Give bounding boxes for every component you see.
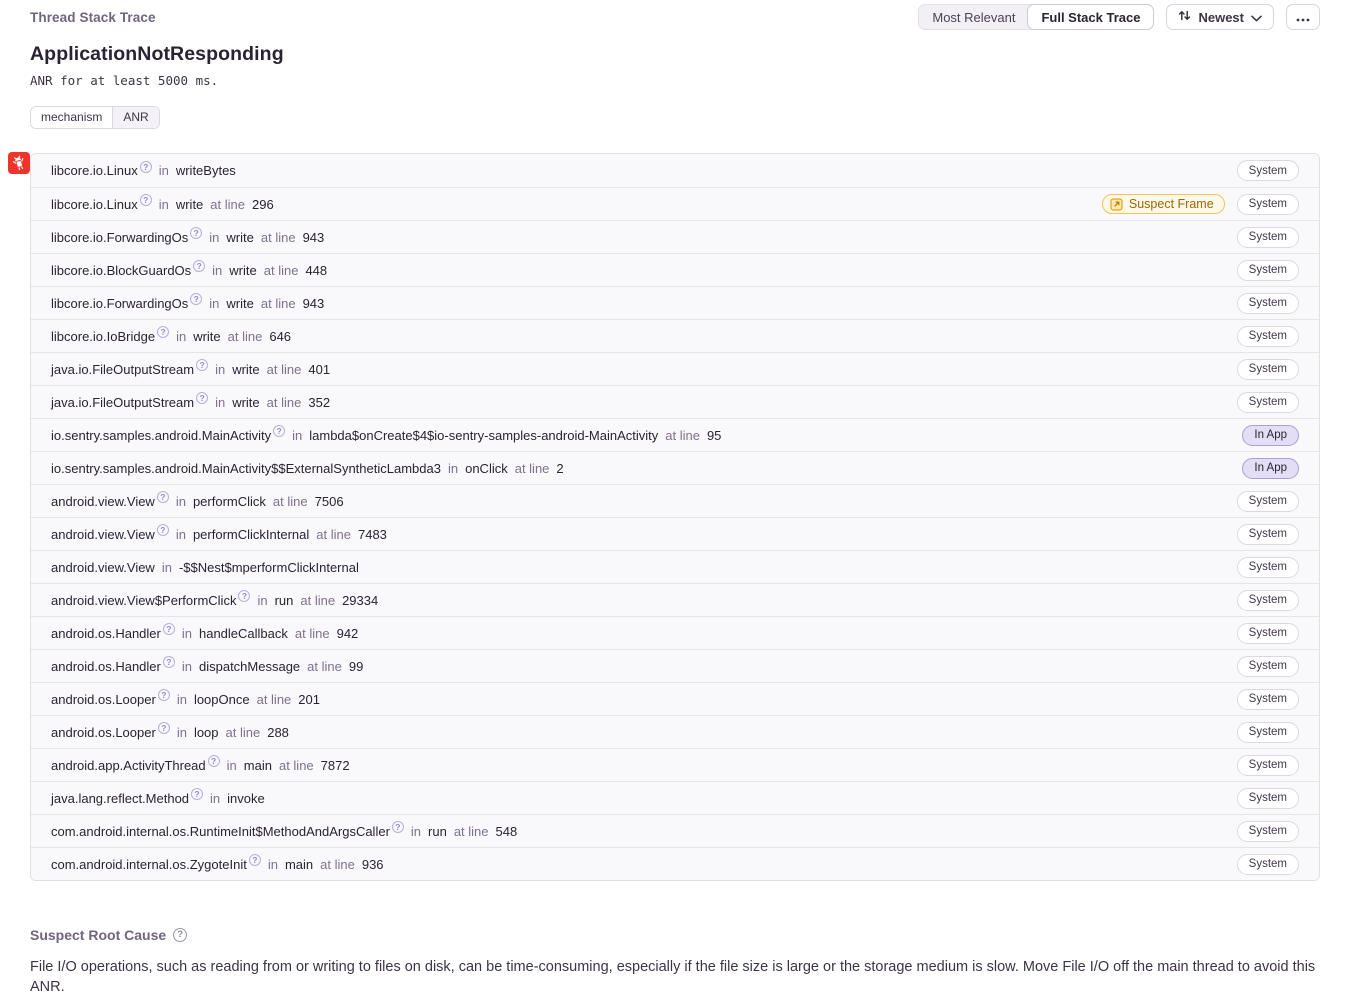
- frame-module: libcore.io.Linux: [51, 196, 138, 212]
- frame-help-icon[interactable]: ?: [238, 590, 250, 602]
- tag-value: ANR: [113, 107, 158, 128]
- frame-help-icon[interactable]: ?: [157, 326, 169, 338]
- frame-module: libcore.io.BlockGuardOs: [51, 262, 192, 278]
- frame-function: write: [226, 295, 254, 311]
- frame-badge: System: [1237, 359, 1299, 380]
- external-link-icon: [1110, 198, 1123, 211]
- frame-line-number: 401: [308, 361, 331, 377]
- in-keyword: in: [209, 295, 220, 311]
- frame-badge: System: [1237, 722, 1299, 743]
- frame-line-number: 646: [269, 328, 292, 344]
- toggle-full-stack-trace[interactable]: Full Stack Trace: [1027, 4, 1154, 30]
- in-keyword: in: [210, 790, 221, 806]
- suspect-root-cause-title: Suspect Root Cause: [30, 927, 167, 943]
- at-line-keyword: at line: [225, 724, 261, 740]
- at-line-keyword: at line: [256, 691, 292, 707]
- tag-mechanism[interactable]: [30, 106, 160, 129]
- frame-info: [51, 428, 721, 443]
- frame-badge: System: [1237, 491, 1299, 512]
- stack-frame-row[interactable]: [31, 814, 1319, 847]
- frame-help-icon[interactable]: ?: [158, 722, 170, 734]
- frame-meta: [1237, 557, 1299, 578]
- frame-meta: [1237, 227, 1299, 248]
- frame-badge: System: [1237, 260, 1299, 281]
- tag-list: [30, 106, 1320, 129]
- frame-info: [51, 362, 330, 377]
- frame-module: android.os.Looper: [51, 691, 156, 707]
- frame-badge: System: [1237, 623, 1299, 644]
- frame-help-icon[interactable]: ?: [163, 656, 175, 668]
- at-line-keyword: at line: [307, 658, 342, 674]
- stack-frame-row[interactable]: [31, 187, 1319, 220]
- at-line-keyword: at line: [665, 427, 700, 443]
- frame-line-number: 7872: [320, 757, 350, 773]
- frame-badge: System: [1237, 755, 1299, 776]
- view-toggle: [918, 4, 1154, 30]
- frame-module: io.sentry.samples.android.MainActivity: [51, 427, 272, 443]
- frame-meta: [1242, 458, 1299, 479]
- stack-frame-row[interactable]: [31, 715, 1319, 748]
- in-keyword: in: [176, 328, 187, 344]
- issue-title: ApplicationNotResponding: [30, 43, 284, 65]
- stack-frame-row[interactable]: [31, 517, 1319, 550]
- frame-info: [51, 163, 236, 178]
- frame-line-number: 7483: [357, 526, 387, 542]
- frame-info: [51, 197, 274, 212]
- frame-info: [51, 791, 265, 806]
- at-line-keyword: at line: [210, 196, 245, 212]
- frame-badge: System: [1237, 160, 1299, 181]
- suspect-root-cause-section: [30, 927, 1320, 997]
- sort-label: Newest: [1198, 9, 1244, 25]
- frame-meta: [1237, 491, 1299, 512]
- frame-help-icon[interactable]: ?: [273, 425, 285, 437]
- frame-help-icon[interactable]: ?: [157, 491, 169, 503]
- frame-info: [51, 329, 291, 344]
- stack-frame-row[interactable]: [31, 220, 1319, 253]
- frame-line-number: 2: [556, 460, 564, 476]
- frame-info: [51, 296, 324, 311]
- frame-badge: System: [1237, 854, 1299, 875]
- stack-frame-row[interactable]: [31, 154, 1319, 187]
- in-keyword: in: [181, 658, 192, 674]
- header-controls: [918, 4, 1320, 30]
- frame-line-number: 29334: [342, 592, 379, 608]
- frame-meta: [1102, 194, 1299, 215]
- frame-meta: [1237, 854, 1299, 875]
- frame-function: main: [284, 856, 314, 872]
- in-keyword: in: [176, 691, 187, 707]
- frame-info: [51, 461, 564, 476]
- frame-line-number: 95: [706, 427, 722, 443]
- frame-module: java.io.FileOutputStream: [51, 394, 195, 410]
- in-keyword: in: [158, 163, 169, 178]
- frame-info: [51, 692, 320, 707]
- in-keyword: in: [209, 229, 220, 245]
- at-line-keyword: at line: [227, 328, 263, 344]
- frame-module: android.view.View$PerformClick: [51, 592, 237, 608]
- frame-info: [51, 263, 327, 278]
- suspect-root-cause-body: File I/O operations, such as reading from or writing to files on disk, can be time-consuming, especially if the file size is large or the storage medium is slow. Move File I/O off the main thread to avoid this ANR.: [30, 959, 1316, 995]
- frame-line-number: 352: [308, 394, 331, 410]
- frame-meta: [1237, 788, 1299, 809]
- frame-meta: [1237, 326, 1299, 347]
- frame-meta: [1237, 821, 1299, 842]
- help-icon[interactable]: ?: [173, 928, 187, 942]
- more-options-button[interactable]: [1286, 4, 1320, 30]
- stack-frame-row[interactable]: [31, 682, 1319, 715]
- frame-function: write: [193, 328, 221, 344]
- frame-badge: System: [1237, 326, 1299, 347]
- frame-info: [51, 395, 330, 410]
- at-line-keyword: at line: [260, 295, 296, 311]
- frame-meta: [1242, 425, 1299, 446]
- frame-badge: System: [1237, 656, 1299, 677]
- at-line-keyword: at line: [294, 625, 330, 641]
- in-keyword: in: [257, 592, 268, 608]
- frame-help-icon[interactable]: ?: [208, 755, 220, 767]
- anr-platform-icon: [8, 152, 30, 174]
- stack-frame-row[interactable]: [31, 550, 1319, 583]
- frame-line-number: 448: [305, 262, 328, 278]
- suspect-frame-pill[interactable]: [1102, 194, 1225, 214]
- frame-line-number: 942: [336, 625, 359, 641]
- in-keyword: in: [292, 427, 303, 443]
- stack-frame-row[interactable]: [31, 847, 1319, 880]
- frame-line-number: 943: [302, 229, 325, 245]
- frame-badge: System: [1237, 689, 1299, 710]
- frame-line-number: 943: [302, 295, 325, 311]
- in-keyword: in: [215, 394, 226, 410]
- stack-frame-row[interactable]: [31, 583, 1319, 616]
- frame-help-icon[interactable]: ?: [163, 623, 175, 635]
- at-line-keyword: at line: [260, 229, 296, 245]
- frame-help-icon[interactable]: ?: [140, 194, 152, 206]
- stack-frame-row[interactable]: [31, 484, 1319, 517]
- frame-function: write: [226, 229, 254, 245]
- frame-help-icon[interactable]: ?: [196, 392, 208, 404]
- stack-frame-row[interactable]: [31, 253, 1319, 286]
- at-line-keyword: at line: [266, 394, 302, 410]
- frame-info: [51, 626, 358, 641]
- frame-function: onClick: [465, 460, 508, 476]
- frame-meta: [1237, 689, 1299, 710]
- stack-frame-row[interactable]: [31, 649, 1319, 682]
- stack-frame-row[interactable]: [31, 451, 1319, 484]
- stack-frame-row[interactable]: [31, 352, 1319, 385]
- frame-function: dispatchMessage: [198, 658, 301, 674]
- frame-line-number: 296: [252, 196, 274, 212]
- frame-meta: [1237, 359, 1299, 380]
- at-line-keyword: at line: [316, 526, 351, 542]
- frame-info: [51, 758, 350, 773]
- stack-frame-row[interactable]: [31, 286, 1319, 319]
- frame-badge: System: [1237, 788, 1299, 809]
- toggle-most-relevant[interactable]: Most Relevant: [919, 5, 1028, 29]
- frame-module: libcore.io.Linux: [51, 163, 138, 178]
- frame-meta: [1237, 590, 1299, 611]
- frame-help-icon[interactable]: ?: [190, 227, 202, 239]
- stack-frame-row[interactable]: [31, 319, 1319, 352]
- frame-meta: [1237, 293, 1299, 314]
- frame-help-icon[interactable]: ?: [193, 260, 205, 272]
- frame-module: java.io.FileOutputStream: [51, 361, 195, 377]
- frame-badge: System: [1237, 524, 1299, 545]
- frame-info: [51, 494, 344, 509]
- frame-badge: System: [1237, 557, 1299, 578]
- at-line-keyword: at line: [272, 493, 308, 509]
- frame-line-number: 201: [298, 691, 320, 707]
- frame-badge: System: [1237, 194, 1299, 215]
- frame-info: [51, 593, 378, 608]
- ellipsis-icon: [1296, 10, 1310, 25]
- frame-function: write: [232, 361, 260, 377]
- frame-info: [51, 857, 384, 872]
- in-keyword: in: [215, 361, 226, 377]
- frame-meta: [1237, 623, 1299, 644]
- stack-trace-container: [30, 153, 1320, 881]
- frame-meta: [1237, 722, 1299, 743]
- frame-function: writeBytes: [175, 163, 236, 178]
- in-keyword: in: [447, 460, 459, 476]
- frame-help-icon[interactable]: ?: [140, 161, 152, 173]
- header-bar: [30, 4, 1320, 30]
- frame-module: android.os.Handler: [51, 625, 161, 641]
- in-keyword: in: [267, 856, 278, 872]
- frame-badge: System: [1237, 293, 1299, 314]
- stack-trace-table: [30, 153, 1320, 881]
- frame-module: libcore.io.IoBridge: [51, 328, 156, 344]
- frame-help-icon[interactable]: ?: [158, 689, 170, 701]
- frame-module: android.view.View: [51, 526, 155, 542]
- frame-module: libcore.io.ForwardingOs: [51, 229, 189, 245]
- frame-info: [51, 527, 387, 542]
- frame-help-icon[interactable]: ?: [392, 821, 404, 833]
- frame-function: write: [175, 196, 204, 212]
- stack-frame-row[interactable]: [31, 748, 1319, 781]
- frame-help-icon[interactable]: ?: [190, 293, 202, 305]
- frame-info: [51, 659, 363, 674]
- frame-function: loop: [193, 724, 219, 740]
- sort-button[interactable]: [1166, 4, 1274, 30]
- frame-function: loopOnce: [193, 691, 250, 707]
- frame-info: [51, 725, 289, 740]
- at-line-keyword: at line: [278, 757, 314, 773]
- frame-module: java.lang.reflect.Method: [51, 790, 190, 806]
- frame-help-icon[interactable]: ?: [191, 788, 203, 800]
- frame-meta: [1237, 160, 1299, 181]
- in-keyword: in: [158, 196, 169, 212]
- at-line-keyword: at line: [453, 823, 489, 839]
- frame-help-icon[interactable]: ?: [157, 524, 169, 536]
- frame-badge: System: [1237, 227, 1299, 248]
- frame-info: [51, 824, 517, 839]
- frame-function: performClick: [192, 493, 266, 509]
- frame-module: com.android.internal.os.RuntimeInit$MethodAndArgsCaller: [51, 823, 390, 839]
- frame-function: run: [274, 592, 294, 608]
- frame-badge: In App: [1242, 425, 1299, 446]
- frame-function: invoke: [227, 790, 265, 806]
- frame-module: android.view.View: [51, 559, 155, 575]
- frame-function: main: [243, 757, 272, 773]
- frame-meta: [1237, 524, 1299, 545]
- in-keyword: in: [212, 262, 223, 278]
- in-keyword: in: [175, 493, 186, 509]
- frame-badge: In App: [1242, 458, 1299, 479]
- frame-module: io.sentry.samples.android.MainActivity$$ExternalSyntheticLambda3: [51, 460, 441, 476]
- frame-meta: [1237, 656, 1299, 677]
- frame-module: android.app.ActivityThread: [51, 757, 206, 773]
- frame-help-icon[interactable]: ?: [196, 359, 208, 371]
- at-line-keyword: at line: [514, 460, 550, 476]
- frame-badge: System: [1237, 392, 1299, 413]
- in-keyword: in: [175, 526, 186, 542]
- frame-function: lambda$onCreate$4$io-sentry-samples-android-MainActivity: [309, 427, 659, 443]
- frame-line-number: 548: [495, 823, 518, 839]
- chevron-down-icon: [1251, 10, 1262, 25]
- in-keyword: in: [181, 625, 192, 641]
- stack-frame-row[interactable]: [31, 385, 1319, 418]
- in-keyword: in: [226, 757, 237, 773]
- frame-function: -$$Nest$mperformClickInternal: [178, 559, 359, 575]
- frame-badge: System: [1237, 590, 1299, 611]
- at-line-keyword: at line: [263, 262, 299, 278]
- frame-info: [51, 230, 324, 245]
- frame-function: handleCallback: [198, 625, 288, 641]
- frame-meta: [1237, 392, 1299, 413]
- issue-description: ANR for at least 5000 ms.: [30, 73, 219, 88]
- frame-module: android.view.View: [51, 493, 155, 509]
- in-keyword: in: [161, 559, 172, 575]
- frame-module: libcore.io.ForwardingOs: [51, 295, 189, 311]
- at-line-keyword: at line: [320, 856, 355, 872]
- stack-frame-row[interactable]: [31, 616, 1319, 649]
- frame-info: [51, 560, 359, 575]
- suspect-frame-label: Suspect Frame: [1128, 197, 1214, 211]
- section-title: Thread Stack Trace: [30, 9, 156, 25]
- in-keyword: in: [410, 823, 422, 839]
- sort-arrows-icon: [1178, 9, 1191, 25]
- frame-function: write: [229, 262, 257, 278]
- frame-line-number: 7506: [314, 493, 344, 509]
- at-line-keyword: at line: [300, 592, 336, 608]
- frame-help-icon[interactable]: ?: [249, 854, 261, 866]
- frame-function: write: [232, 394, 260, 410]
- frame-module: android.os.Looper: [51, 724, 156, 740]
- stack-frame-row[interactable]: [31, 781, 1319, 814]
- frame-meta: [1237, 755, 1299, 776]
- stack-frame-row[interactable]: [31, 418, 1319, 451]
- frame-module: com.android.internal.os.ZygoteInit: [51, 856, 247, 872]
- frame-line-number: 99: [348, 658, 364, 674]
- frame-meta: [1237, 260, 1299, 281]
- frame-line-number: 936: [361, 856, 384, 872]
- frame-badge: System: [1237, 821, 1299, 842]
- in-keyword: in: [176, 724, 187, 740]
- frame-module: android.os.Handler: [51, 658, 161, 674]
- frame-function: run: [428, 823, 447, 839]
- tag-key: mechanism: [31, 107, 113, 128]
- frame-line-number: 288: [267, 724, 289, 740]
- frame-function: performClickInternal: [192, 526, 310, 542]
- at-line-keyword: at line: [266, 361, 302, 377]
